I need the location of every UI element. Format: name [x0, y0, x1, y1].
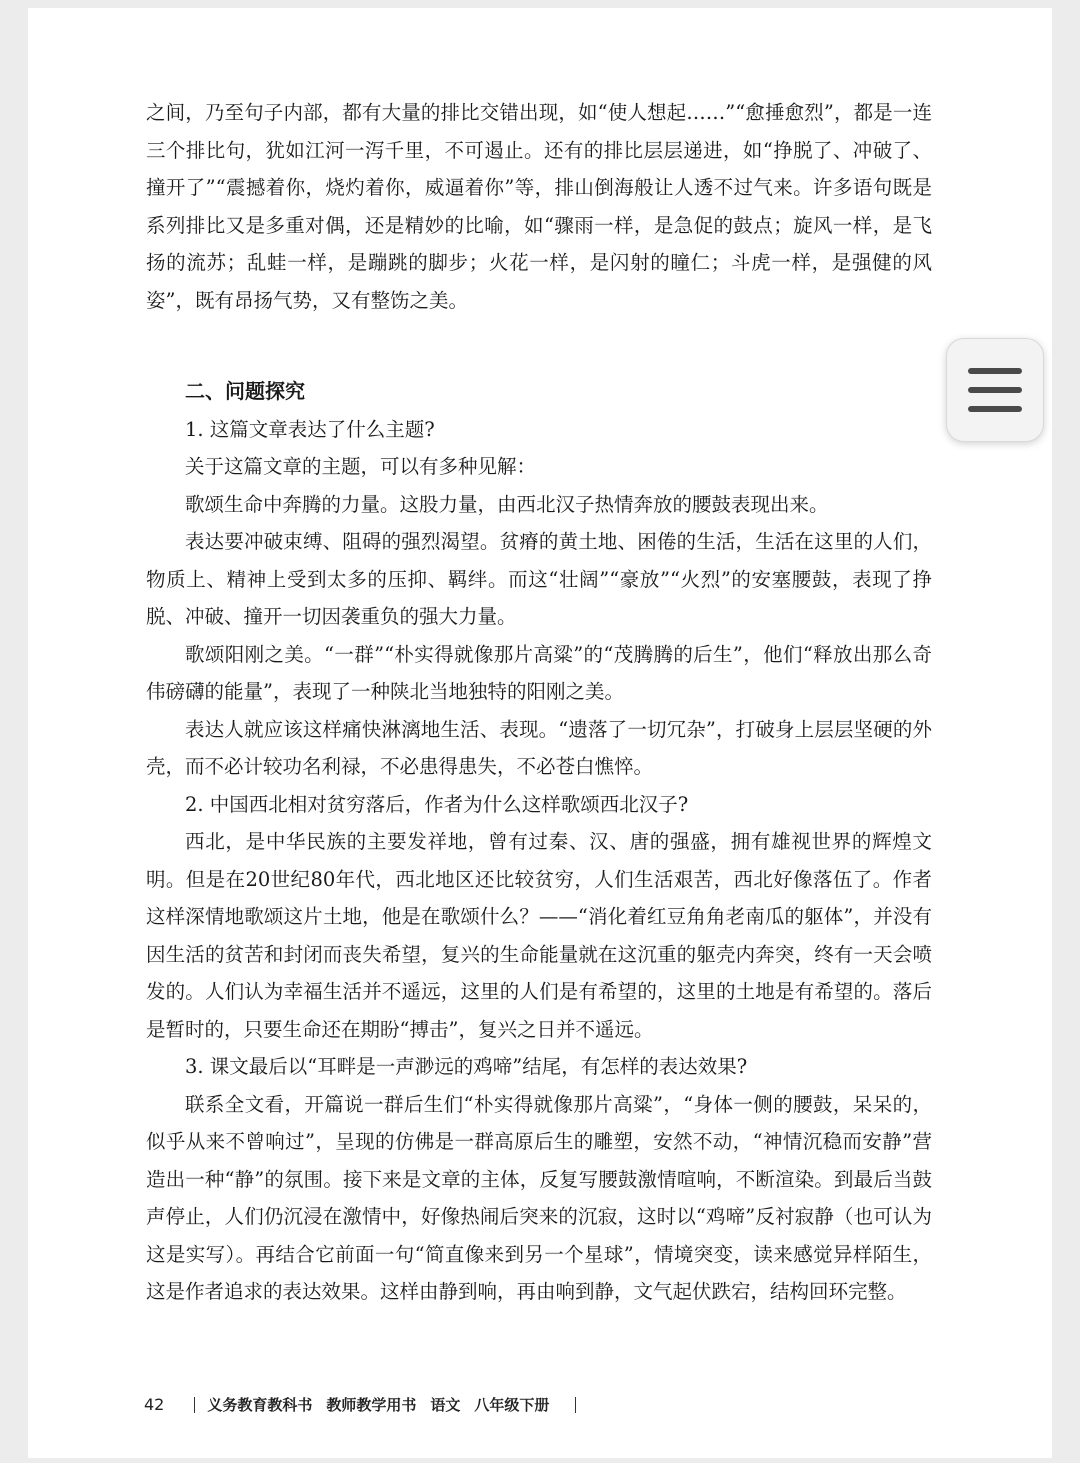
hamburger-menu-icon-line-2	[968, 387, 1022, 393]
hamburger-menu-icon-line-3	[968, 406, 1022, 412]
question-1-point-2: 表达要冲破束缚、阻碍的强烈渴望。贫瘠的黄土地、困倦的生活，生活在这里的人们，物质上、精神上受到太多的压抑、羁绊。而这“壮阔”“豪放”“火烈”的安塞腰鼓，表现了挣脱、冲破、撞开一切因袭重负的强大力量。	[146, 530, 932, 628]
footer-grade: 八年级下册	[474, 1396, 550, 1414]
question-1-point-1: 歌颂生命中奔腾的力量。这股力量，由西北汉子热情奔放的腰鼓表现出来。	[185, 492, 829, 516]
intro-paragraph: 之间，乃至句子内部，都有大量的排比交错出现，如“使人想起……”“愈捶愈烈”，都是一连三个排比句，犹如江河一泻千里，不可遏止。还有的排比层层递进，如“挣脱了、冲破了、撞开了”“震撼着你，烧灼着你，威逼着你”等，排山倒海般让人透不过气来。许多语句既是系列排比又是多重对偶，还是精妙的比喻，如“骤雨一样，是急促的鼓点；旋风一样，是飞扬的流苏；乱蛙一样，是蹦跳的脚步；火花一样，是闪射的瞳仁；斗虎一样，是强健的风姿”，既有昂扬气势，又有整饬之美。	[146, 101, 932, 312]
footer-series: 义务教育教科书	[207, 1396, 313, 1414]
section-heading: 二、问题探究	[185, 379, 305, 403]
question-1: 1. 这篇文章表达了什么主题?	[185, 417, 435, 441]
footer-divider	[194, 1397, 195, 1413]
footer-book: 教师教学用书	[326, 1396, 417, 1414]
footer-divider-end	[575, 1397, 576, 1413]
question-2: 2. 中国西北相对贫穷落后，作者为什么这样歌颂西北汉子?	[185, 792, 689, 816]
question-1-point-3: 歌颂阳刚之美。“一群”“朴实得就像那片高粱”的“茂腾腾的后生”，他们“释放出那么奇伟磅礴的能量”，表现了一种陕北当地独特的阳刚之美。	[146, 642, 932, 703]
page-number: 42	[144, 1395, 165, 1414]
question-3-answer: 联系全文看，开篇说一群后生们“朴实得就像那片高粱”，“身体一侧的腰鼓，呆呆的，似乎从来不曾响过”，呈现的仿佛是一群高原后生的雕塑，安然不动，“神情沉稳而安静”营造出一种“静”的氛围。接下来是文章的主体，反复写腰鼓激情喧响，不断渲染。到最后当鼓声停止，人们仍沉浸在激情中，好像热闹后突来的沉寂，这时以“鸡啼”反衬寂静（也可认为这是实写）。再结合它前面一句“简直像来到另一个星球”，情境突变，读来感觉异样陌生，这是作者追求的表达效果。这样由静到响，再由响到静，文气起伏跌宕，结构回环完整。	[146, 1092, 932, 1303]
floating-menu-button[interactable]	[946, 338, 1044, 442]
question-3: 3. 课文最后以“耳畔是一声渺远的鸡啼”结尾，有怎样的表达效果?	[185, 1055, 748, 1078]
hamburger-menu-icon	[968, 368, 1022, 374]
footer-subject: 语文	[430, 1396, 461, 1414]
question-1-intro: 关于这篇文章的主题，可以有多种见解：	[185, 455, 537, 478]
page-footer	[144, 1394, 588, 1415]
book-page	[28, 8, 1052, 1458]
question-2-answer: 西北，是中华民族的主要发祥地，曾有过秦、汉、唐的强盛，拥有雄视世界的辉煌文明。但是在20世纪80年代，西北地区还比较贫穷，人们生活艰苦，西北好像落伍了。作者这样深情地歌颂这片土地，他是在歌颂什么？——“消化着红豆角角老南瓜的躯体”，并没有因生活的贫苦和封闭而丧失希望，复兴的生命能量就在这沉重的躯壳内奔突，终有一天会喷发的。人们认为幸福生活并不遥远，这里的人们是有希望的，这里的土地是有希望的。落后是暂时的，只要生命还在期盼“搏击”，复兴之日并不遥远。	[146, 830, 932, 1041]
page-content	[146, 94, 932, 1311]
question-1-point-4: 表达人就应该这样痛快淋漓地生活、表现。“遗落了一切冗杂”，打破身上层层坚硬的外壳，而不必计较功名利禄，不必患得患失，不必苍白憔悴。	[146, 717, 932, 778]
